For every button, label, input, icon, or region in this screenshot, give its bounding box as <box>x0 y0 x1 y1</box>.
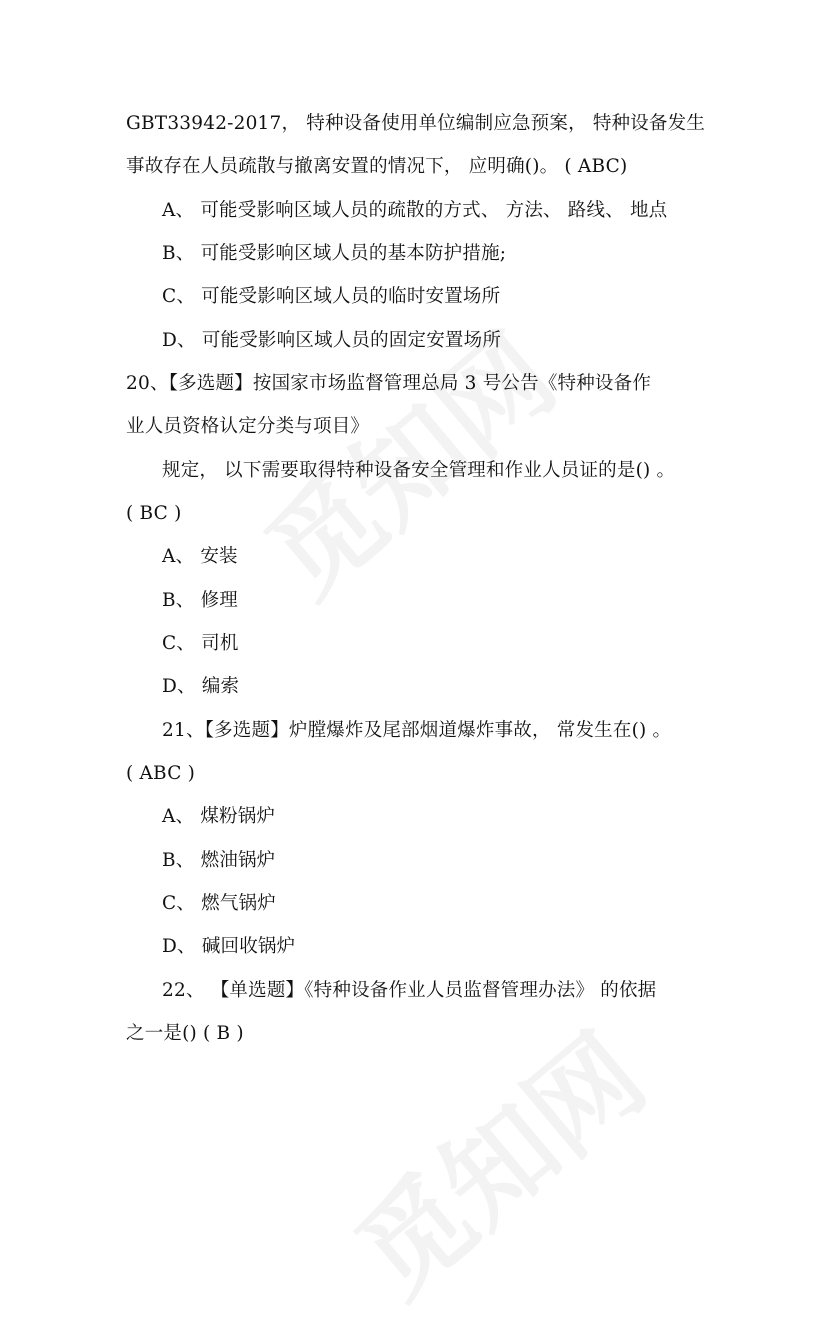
q19-stem-line-2: 事故存在人员疏散与撤离安置的情况下， 应明确()。 ( ABC) <box>126 156 628 177</box>
q20-stem-line-2: 业人员资格认定分类与项目》 <box>126 416 370 437</box>
q20-stem-line-1: 20、【多选题】按国家市场监督管理总局 3 号公告《特种设备作 <box>126 373 652 394</box>
watermark-lower <box>318 992 672 1325</box>
q20-stem-line-3: 规定， 以下需要取得特种设备安全管理和作业人员证的是() 。 <box>162 460 676 481</box>
q21-option-d: D、 碱回收锅炉 <box>162 936 296 957</box>
q20-option-d: D、 编索 <box>162 676 240 697</box>
q20-option-c: C、 司机 <box>162 633 239 654</box>
q20-option-a: A、 安装 <box>162 546 238 567</box>
q21-stem: 21、【多选题】炉膛爆炸及尾部烟道爆炸事故， 常发生在() 。 <box>162 720 672 741</box>
q19-option-b: B、 可能受影响区域人员的基本防护措施; <box>162 243 507 264</box>
q19-option-a: A、 可能受影响区域人员的疏散的方式、 方法、 路线、 地点 <box>162 200 668 221</box>
q21-option-c: C、 燃气锅炉 <box>162 893 276 914</box>
q19-option-c: C、 可能受影响区域人员的临时安置场所 <box>162 286 501 307</box>
q21-option-b: B、 燃油锅炉 <box>162 850 276 871</box>
q20-answer: ( BC ) <box>126 503 182 524</box>
q22-stem-line-2: 之一是() ( B ) <box>126 1023 244 1044</box>
q19-option-d: D、 可能受影响区域人员的固定安置场所 <box>162 330 502 351</box>
q19-stem-line-1: GBT33942-2017， 特种设备使用单位编制应急预案， 特种设备发生 <box>126 113 706 134</box>
q22-stem-line-1: 22、 【单选题】《特种设备作业人员监督管理办法》 的依据 <box>162 980 657 1001</box>
q21-option-a: A、 煤粉锅炉 <box>162 806 276 827</box>
q21-answer: ( ABC ) <box>126 763 196 784</box>
q20-option-b: B、 修理 <box>162 590 238 611</box>
